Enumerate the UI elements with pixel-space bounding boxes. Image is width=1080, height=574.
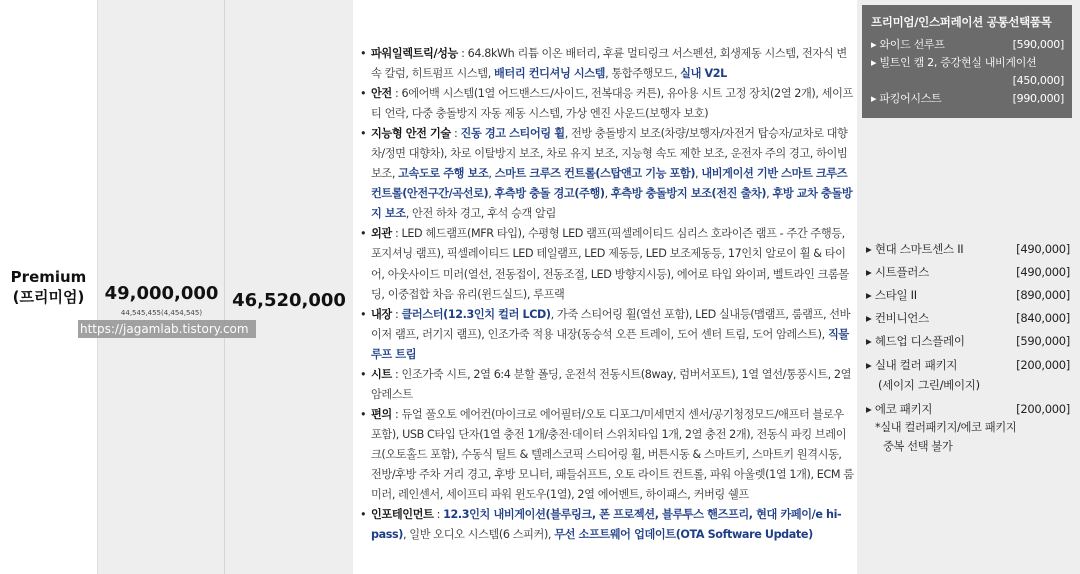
option-name: ▸ 실내 컬러 패키지 (866, 355, 957, 375)
option-item (866, 238, 1070, 261)
spec-item (359, 44, 855, 84)
spec-highlight: 후측방 충돌 경고(주행) (494, 187, 605, 201)
spec-highlight: 12.3인치 내비게이션(블루링크, 폰 프로젝션, 블루투스 핸즈프리, 현대 카페이/e hi-pass) (371, 508, 842, 542)
spec-label: 외관 (371, 227, 392, 241)
spec-text: : 64.8kWh 리튬 이온 배터리, 후륜 멀티링크 서스펜션, 회생제동 시스템, 전자식 변속 칼럼, 히트펌프 시스템, (371, 47, 847, 81)
trim-name: Premium (10, 268, 87, 286)
option-price: [990,000] (1012, 92, 1064, 105)
spec-text: , (488, 167, 495, 181)
common-option-item (871, 90, 1064, 108)
spec-highlight: 직물 루프 트림 (371, 327, 849, 361)
option-price: [490,000] (1016, 242, 1070, 256)
common-option-list (862, 36, 1072, 108)
option-name: ▸ 시트플러스 (866, 261, 929, 284)
spec-item (359, 305, 855, 365)
spec-item (359, 505, 855, 545)
spec-highlight: 내비게이션 기반 스마트 크루즈 컨트롤(안전구간/곡선로) (371, 167, 848, 201)
watermark-url: https://jagamlab.tistory.com (78, 320, 256, 338)
price-before-tax: 44,545,455(4,454,545) (120, 309, 203, 317)
spec-text: , (488, 187, 495, 201)
spec-item (359, 224, 855, 304)
spec-highlight: 고속도로 주행 보조 (398, 167, 489, 181)
option-price: [890,000] (1016, 288, 1070, 302)
base-price: 49,000,000 (104, 283, 219, 304)
spec-label: 편의 (371, 407, 392, 421)
spec-item (359, 124, 855, 224)
option-price: [200,000] (1016, 402, 1070, 416)
option-price: [490,000] (1016, 265, 1070, 279)
spec-text: , 가죽 스티어링 휠(열선 포함), LED 실내등(맵램프, 룸램프, 선바이저 램프, 러기지 램프), 인조가죽 적용 내장(동승석 오픈 트레이, 도어 센터 트림, 도어 암레스트), (371, 307, 851, 341)
spec-label: 지능형 안전 기술 (371, 127, 451, 141)
spec-label: 안전 (371, 87, 392, 101)
option-item (866, 307, 1070, 330)
spec-text: , 통합주행모드, (605, 67, 681, 81)
spec-list (359, 44, 855, 545)
spec-text: , 전방 충돌방지 보조(차량/보행자/자전거 탑승자/교차로 대향차/정면 대향차), 차로 이탈방지 보조, 차로 유지 보조, 지능형 속도 제한 보조, 운전자 주의 경고, 하이빔 보조, (371, 127, 848, 181)
option-name: ▸ 파킹어시스트 (871, 90, 941, 108)
spec-text: : 6에어백 시스템(1열 어드밴스드/사이드, 전복대응 커튼), 유아용 시트 고정 장치(2열 2개), 세이프티 언락, 다중 충돌방지 자동 제동 시스템, 가상 엔진 사운드(보행자 보호) (371, 87, 853, 121)
trim-name-korean: (프리미엄) (12, 288, 85, 306)
option-name: ▸ 와이드 선루프 (871, 36, 945, 54)
spec-item (359, 84, 855, 124)
common-option-item (871, 36, 1064, 54)
spec-highlight: 후방 교차 충돌방지 보조 (371, 187, 853, 221)
option-subname: (세이지 그린/베이지) (878, 378, 980, 392)
option-price: [590,000] (1012, 38, 1064, 51)
spec-highlight: 배터리 컨디셔닝 시스템 (494, 67, 606, 81)
spec-highlight: 스마트 크루즈 컨트롤(스탑앤고 기능 포함) (494, 167, 696, 181)
base-price-cell (97, 0, 225, 574)
spec-text: : LED 헤드램프(MFR 타입), 수평형 LED 램프(픽셀레이티드 심리스 호라이즌 램프 - 주간 주행등, 포지셔닝 램프), 픽셀레이티드 LED 테일램프, LED 제동등, LED 보조제동등, 17인치 알로이 휠 & 타이어, 아웃사이드 미러(열선, 전동접이, 전동조절, LED 방향지시등), 에어로 타입 와이퍼, 벨트라인 크롬몰딩, 이중접합 차음 유리(윈드실드), 루프랙 (371, 227, 849, 301)
spec-text: , (604, 187, 611, 201)
option-name: ▸ 헤드업 디스플레이 (866, 330, 965, 353)
common-option-box (862, 5, 1072, 118)
spec-text: : (450, 127, 461, 141)
spec-label: 인포테인먼트 (371, 508, 434, 522)
option-item (866, 261, 1070, 284)
spec-text: , 일반 오디오 시스템(6 스피커), (403, 528, 555, 542)
spec-label: 파워일렉트릭/성능 (371, 47, 458, 60)
spec-text: , (766, 187, 773, 201)
option-note-line2: 중복 선택 불가 (883, 440, 953, 453)
spec-label: 시트 (371, 367, 392, 381)
final-price: 46,520,000 (232, 290, 346, 311)
option-cell (857, 0, 1080, 574)
trim-name-cell (0, 0, 97, 574)
final-price-cell (224, 0, 353, 574)
option-list (866, 238, 1070, 421)
spec-cell (353, 0, 857, 574)
spec-text: : (391, 307, 402, 321)
spec-text: : 인조가죽 시트, 2열 6:4 분할 폴딩, 운전석 전동시트(8way, 럼버서포트), 1열 열선/통풍시트, 2열 암레스트 (371, 367, 852, 401)
spec-text: , (695, 167, 702, 181)
spec-text: : (433, 508, 444, 522)
option-name: ▸ 에코 패키지 (866, 398, 932, 421)
spec-highlight: 클러스터(12.3인치 컬러 LCD) (401, 307, 551, 321)
option-name: ▸ 빌트인 캠 2, 증강현실 내비게이션 (871, 56, 1036, 69)
option-item (866, 284, 1070, 307)
spec-item (359, 405, 855, 505)
option-price: [840,000] (1016, 311, 1070, 325)
option-price: [450,000] (1012, 74, 1064, 87)
option-name: ▸ 컨비니언스 (866, 307, 929, 330)
option-note (875, 418, 1065, 456)
spec-highlight: 실내 V2L (680, 67, 727, 81)
option-price: [200,000] (1016, 358, 1070, 372)
spec-label: 내장 (371, 307, 392, 321)
spec-highlight: 후측방 충돌방지 보조(전진 출차) (610, 187, 767, 201)
spec-text: : 듀얼 풀오토 에어컨(마이크로 에어필터/오토 디포그/미세먼지 센서/공기청정모드/애프터 블로우 포함), USB C타입 단자(1열 충전 1개/충전·데이터 스위치타입 1개, 2열 충전 2개), 전동식 파킹 브레이크(오토홀드 포함), 수동식 틸트 & 텔레스코픽 스티어링 휠, 버튼시동 & 스마트키, 스마트키 원격시동, 전방/후방 주차 거리 경고, 후방 모니터, 패들쉬프트, 오토 라이트 컨트롤, 파워 아울렛(1열 1개), ECM 룸미러, 레인센서, 세이프티 파워 윈도우(1열), 2열 에어벤트, 하이패스, 커버링 쉘프 (371, 407, 854, 502)
spec-item (359, 365, 855, 405)
option-price: [590,000] (1016, 334, 1070, 348)
option-note-line1: *실내 컬러패키지/에코 패키지 (875, 421, 1017, 434)
spec-text: , 안전 하차 경고, 후석 승객 알림 (405, 207, 556, 221)
option-item (866, 355, 1070, 395)
spec-highlight: 진동 경고 스티어링 휠 (460, 127, 565, 141)
spec-highlight: 무선 소프트웨어 업데이트(OTA Software Update) (554, 528, 813, 542)
common-option-title: 프리미엄/인스퍼레이션 공통선택품목 (871, 15, 1052, 29)
common-option-item (871, 54, 1064, 90)
option-name: ▸ 현대 스마트센스 II (866, 238, 963, 261)
option-item (866, 330, 1070, 353)
option-name: ▸ 스타일 II (866, 284, 917, 307)
